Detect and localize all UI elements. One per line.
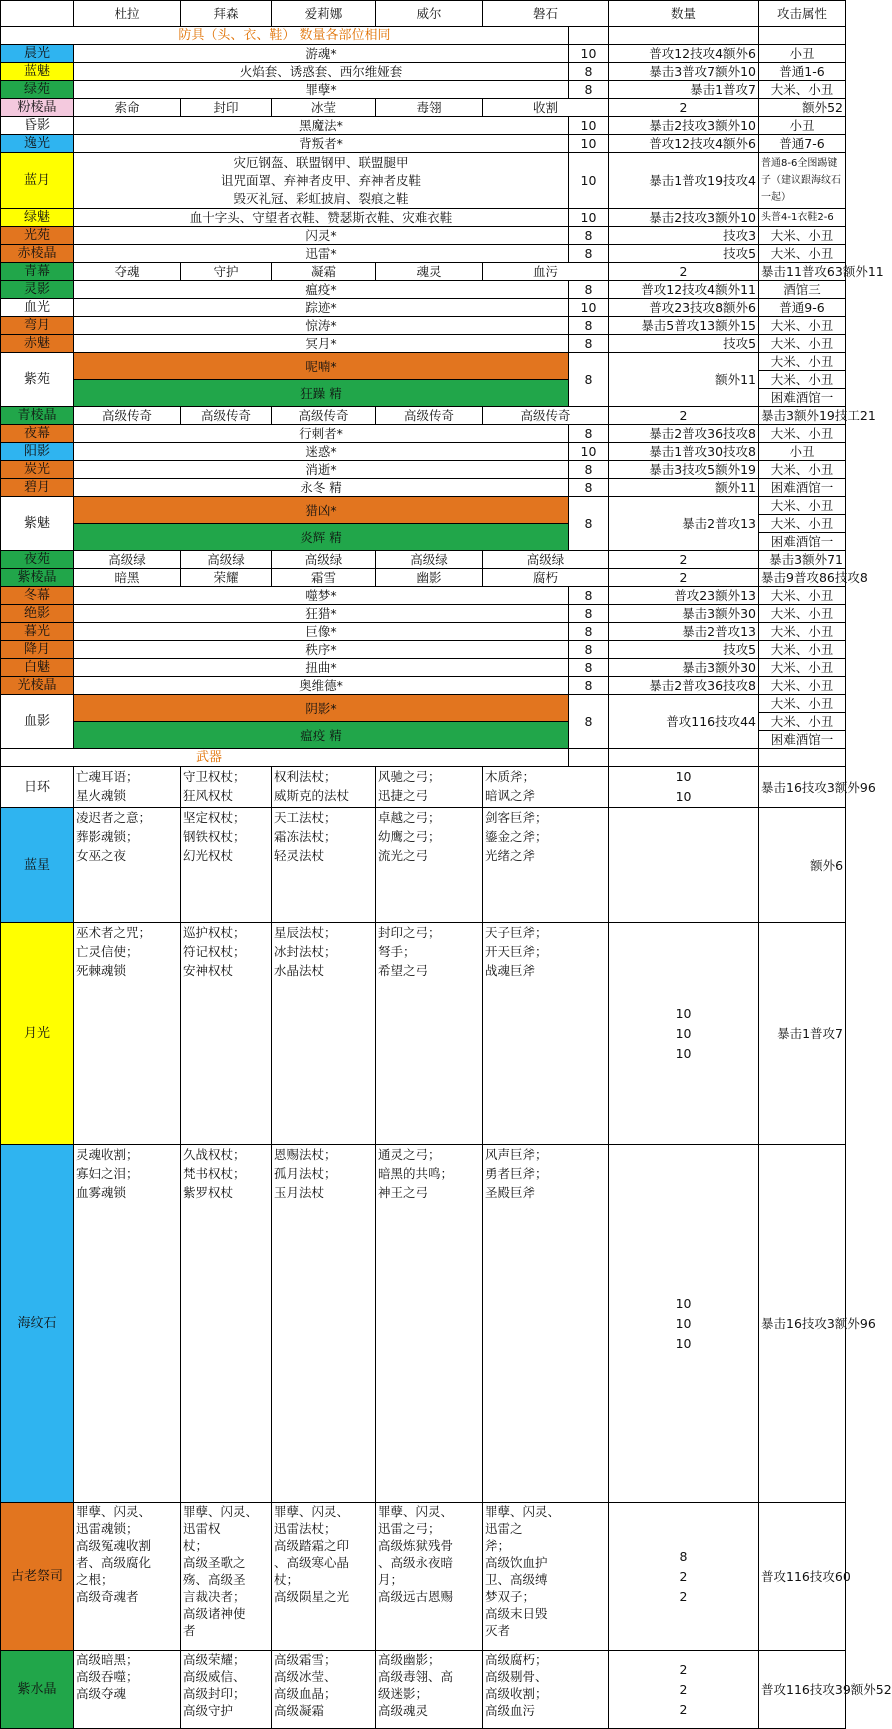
weapon-list: 灵魂收割； 寡妇之泪； 血雾魂锁 [74, 1145, 181, 1503]
armor-row [1, 425, 846, 443]
weapon-row [1, 1145, 846, 1503]
armor-row [1, 299, 846, 317]
armor-attr: 额外52 [759, 99, 846, 117]
armor-src-line: 大米、小丑 [770, 498, 834, 513]
weapon-list: 风驰之弓； 迅捷之弓 [376, 767, 483, 808]
armor-qty: 10 [569, 443, 609, 461]
weapon-list: 巫术者之咒； 亡灵信使； 死棘魂锁 [74, 923, 181, 1145]
armor-qty: 10 [569, 153, 609, 209]
armor-name: 降月 [1, 641, 74, 659]
armor-name: 绿魅 [1, 209, 74, 227]
armor-set: 行刺者* [74, 425, 569, 443]
armor-src [759, 497, 846, 551]
armor-src: 困难酒馆一 [759, 479, 846, 497]
armor-qty: 2 [609, 263, 759, 281]
armor-qty: 2 [609, 407, 759, 425]
armor-src: 大米、小丑 [759, 605, 846, 623]
armor-src: 普通7-6 [759, 135, 846, 153]
armor-src [759, 353, 846, 407]
armor-cell: 收割 [483, 99, 609, 117]
weapon-list: 高级荣耀； 高级威信、 高级封印； 高级守护 [181, 1651, 272, 1729]
armor-set: 游魂* [74, 45, 569, 63]
weapon-list: 木质斧； 暗讽之斧 [483, 767, 609, 808]
armor-src-line: 困难酒馆一 [759, 730, 845, 748]
armor-attr: 普攻12技攻4额外6 [609, 45, 759, 63]
empty-cell [759, 27, 846, 45]
armor-cell: 毒翎 [376, 99, 483, 117]
armor-src: 小丑 [759, 45, 846, 63]
armor-name: 赤魅 [1, 335, 74, 353]
armor-qty: 2 [609, 551, 759, 569]
armor-set: 惊涛* [74, 317, 569, 335]
armor-src: 大米、小丑 [759, 623, 846, 641]
weapon-row [1, 923, 846, 1145]
armor-name: 赤棱晶 [1, 245, 74, 263]
armor-cell: 腐朽 [483, 569, 609, 587]
weapon-list: 高级腐朽； 高级剔骨、 高级收割； 高级血污 [483, 1651, 609, 1729]
weapon-qty [609, 808, 759, 923]
armor-qty: 8 [569, 227, 609, 245]
weapon-attr: 暴击1普攻7 [759, 923, 846, 1145]
armor-row [1, 63, 846, 81]
weapon-section-row [1, 749, 846, 767]
weapon-list: 亡魂耳语； 星火魂锁 [74, 767, 181, 808]
armor-attr: 技攻3 [609, 227, 759, 245]
armor-set: 奥维德* [74, 677, 569, 695]
empty-cell [609, 27, 759, 45]
armor-set: 炎辉 精 [74, 524, 569, 551]
armor-cell: 高级绿 [74, 551, 181, 569]
armor-attr: 暴击2普攻36技攻8 [609, 425, 759, 443]
armor-set: 血十字头、守望者衣鞋、赞瑟斯衣鞋、灾难衣鞋 [74, 209, 569, 227]
armor-src: 酒馆三 [759, 281, 846, 299]
armor-row [1, 551, 846, 569]
armor-attr: 暴击3额外30 [609, 659, 759, 677]
armor-src: 普通8-6全图踢键子（建议跟海纹石一起） [759, 153, 846, 209]
armor-src: 大米、小丑 [759, 659, 846, 677]
armor-attr: 暴击3技攻5额外19 [609, 461, 759, 479]
armor-name: 紫棱晶 [1, 569, 74, 587]
armor-set: 瘟疫 精 [74, 722, 569, 749]
armor-set: 呢喃* [74, 353, 569, 380]
armor-name: 白魅 [1, 659, 74, 677]
armor-cell: 暗黑 [74, 569, 181, 587]
weapon-list: 罪孽、闪灵、 迅雷权 杖； 高级圣歌之 殇、高级圣 言裁决者； 高级诸神使 者 [181, 1503, 272, 1651]
armor-row [1, 81, 846, 99]
armor-src: 大米、小丑 [759, 461, 846, 479]
weapon-row [1, 1503, 846, 1651]
armor-set: 永冬 精 [74, 479, 569, 497]
armor-src-line: 困难酒馆一 [759, 532, 845, 550]
armor-attr: 额外11 [609, 353, 759, 407]
armor-cell: 夺魂 [74, 263, 181, 281]
armor-set: 猎凶* [74, 497, 569, 524]
weapon-list: 天子巨斧； 开天巨斧； 战魂巨斧 [483, 923, 609, 1145]
armor-attr: 普攻12技攻4额外6 [609, 135, 759, 153]
armor-row [1, 135, 846, 153]
armor-src: 大米、小丑 [759, 317, 846, 335]
armor-src-line: 大米、小丑 [759, 370, 845, 388]
weapon-list: 守卫权杖； 狂风权杖 [181, 767, 272, 808]
weapon-list: 剑客巨斧； 鎏金之斧； 光绪之斧 [483, 808, 609, 923]
armor-name: 青幕 [1, 263, 74, 281]
armor-attr: 额外11 [609, 479, 759, 497]
armor-row [1, 497, 846, 524]
armor-set-line: 诅咒面罩、弃神者皮甲、弃神者皮鞋 [220, 172, 421, 188]
armor-row [1, 317, 846, 335]
weapon-list: 高级幽影； 高级毒翎、高 级迷影； 高级魂灵 [376, 1651, 483, 1729]
armor-row [1, 677, 846, 695]
armor-name: 碧月 [1, 479, 74, 497]
weapon-qty: 10 10 10 [609, 923, 759, 1145]
weapon-list: 天工法杖； 霜冻法杖； 轻灵法杖 [272, 808, 376, 923]
armor-set: 狂猎* [74, 605, 569, 623]
armor-qty: 10 [569, 209, 609, 227]
armor-row [1, 461, 846, 479]
armor-set-line: 灾厄钢盔、联盟钢甲、联盟腿甲 [233, 154, 409, 170]
armor-name: 血光 [1, 299, 74, 317]
armor-row [1, 443, 846, 461]
weapon-attr: 暴击16技攻3额外96 [759, 767, 846, 808]
armor-attr: 暴击2普攻13 [609, 497, 759, 551]
armor-attr: 暴击2普攻36技攻8 [609, 677, 759, 695]
armor-attr: 暴击1普攻30技攻8 [609, 443, 759, 461]
armor-name: 夜幕 [1, 425, 74, 443]
weapon-name: 古老祭司 [1, 1503, 74, 1651]
armor-cell: 封印 [181, 99, 272, 117]
armor-row [1, 407, 846, 425]
armor-set-line: 毁灭礼冠、彩虹披肩、裂痕之鞋 [233, 190, 409, 206]
armor-src: 大米、小丑 [759, 641, 846, 659]
armor-qty: 8 [569, 497, 609, 551]
weapon-attr: 额外6 [759, 808, 846, 923]
armor-qty: 8 [569, 659, 609, 677]
armor-cell: 荣耀 [181, 569, 272, 587]
armor-set: 黑魔法* [74, 117, 569, 135]
armor-cell: 凝霜 [272, 263, 376, 281]
armor-row [1, 99, 846, 117]
armor-row [1, 245, 846, 263]
armor-qty: 8 [569, 425, 609, 443]
armor-src-list [759, 497, 845, 550]
armor-set: 迅雷* [74, 245, 569, 263]
weapon-qty: 8 2 2 [609, 1503, 759, 1651]
armor-src [759, 695, 846, 749]
armor-name: 青棱晶 [1, 407, 74, 425]
armor-attr: 普攻116技攻44 [609, 695, 759, 749]
weapon-list: 权利法杖； 威斯克的法杖 [272, 767, 376, 808]
weapon-list: 罪孽、闪灵、 迅雷魂锁； 高级冤魂收割 者、高级腐化 之根； 高级奇魂者 [74, 1503, 181, 1651]
armor-name: 弯月 [1, 317, 74, 335]
empty-cell [759, 749, 846, 767]
armor-cell: 血污 [483, 263, 609, 281]
armor-cell: 霜雪 [272, 569, 376, 587]
armor-src-list [759, 353, 845, 406]
armor-set: 巨像* [74, 623, 569, 641]
header-cell: 磐石 [483, 1, 609, 27]
armor-name: 阳影 [1, 443, 74, 461]
armor-src: 普通9-6 [759, 299, 846, 317]
armor-cell: 高级传奇 [74, 407, 181, 425]
weapon-list: 封印之弓； 弩手； 希望之弓 [376, 923, 483, 1145]
armor-src-line: 大米、小丑 [759, 712, 845, 730]
weapon-attr: 普攻116技攻60 [759, 1503, 846, 1651]
armor-attr: 暴击2技攻3额外10 [609, 209, 759, 227]
weapon-section-title: 武器 [1, 749, 569, 767]
armor-attr: 暴击2普攻13 [609, 623, 759, 641]
armor-attr: 暴击3额外19技工21 [759, 407, 846, 425]
armor-attr: 暴击9普攻86技攻8 [759, 569, 846, 587]
armor-row [1, 587, 846, 605]
armor-qty: 2 [609, 569, 759, 587]
armor-set: 火焰套、诱惑套、西尔维娅套 [74, 63, 569, 81]
armor-row [1, 623, 846, 641]
armor-row [1, 641, 846, 659]
armor-cell: 高级绿 [483, 551, 609, 569]
armor-qty: 8 [569, 479, 609, 497]
armor-name: 紫苑 [1, 353, 74, 407]
armor-cell: 守护 [181, 263, 272, 281]
armor-row [1, 117, 846, 135]
armor-section-title: 防具（头、衣、鞋） 数量各部位相同 [1, 27, 569, 45]
armor-name: 绝影 [1, 605, 74, 623]
armor-cell: 高级传奇 [181, 407, 272, 425]
armor-src-list [759, 695, 845, 748]
armor-src: 头普4-1衣鞋2-6 [759, 209, 846, 227]
armor-name: 冬幕 [1, 587, 74, 605]
armor-cell: 索命 [74, 99, 181, 117]
weapon-list: 通灵之弓； 暗黑的共鸣； 神王之弓 [376, 1145, 483, 1503]
armor-row [1, 227, 846, 245]
armor-set: 背叛者* [74, 135, 569, 153]
armor-row [1, 153, 846, 209]
armor-qty: 10 [569, 299, 609, 317]
armor-name: 暮光 [1, 623, 74, 641]
armor-src: 小丑 [759, 117, 846, 135]
armor-qty: 8 [569, 335, 609, 353]
weapon-attr: 普攻116技攻39额外52 [759, 1651, 846, 1729]
armor-name: 蓝月 [1, 153, 74, 209]
armor-row [1, 605, 846, 623]
armor-cell: 高级绿 [272, 551, 376, 569]
empty-cell [569, 27, 609, 45]
armor-src-line: 大米、小丑 [770, 354, 834, 369]
armor-attr: 暴击5普攻13额外15 [609, 317, 759, 335]
armor-src-line: 大米、小丑 [770, 696, 834, 711]
armor-qty: 10 [569, 117, 609, 135]
weapon-list: 巡护权杖； 符记权杖； 安神权杖 [181, 923, 272, 1145]
armor-name: 粉棱晶 [1, 99, 74, 117]
weapon-list: 罪孽、闪灵、 迅雷之 斧； 高级饮血护 卫、高级缚 梦双子； 高级末日毁 灭者 [483, 1503, 609, 1651]
armor-name: 紫魅 [1, 497, 74, 551]
armor-set: 闪灵* [74, 227, 569, 245]
armor-src: 大米、小丑 [759, 245, 846, 263]
header-cell: 爱莉娜 [272, 1, 376, 27]
armor-row [1, 45, 846, 63]
armor-set: 瘟疫* [74, 281, 569, 299]
armor-src: 大米、小丑 [759, 81, 846, 99]
armor-qty: 10 [569, 135, 609, 153]
weapon-row [1, 767, 846, 808]
armor-name: 绿苑 [1, 81, 74, 99]
weapon-qty: 2 2 2 [609, 1651, 759, 1729]
armor-attr: 技攻5 [609, 641, 759, 659]
weapon-qty: 10 10 [609, 767, 759, 808]
armor-cell: 魂灵 [376, 263, 483, 281]
weapon-list: 星辰法杖； 冰封法杖； 水晶法杖 [272, 923, 376, 1145]
armor-qty: 8 [569, 605, 609, 623]
armor-set: 冥月* [74, 335, 569, 353]
weapon-qty: 10 10 10 [609, 1145, 759, 1503]
armor-cell: 高级传奇 [483, 407, 609, 425]
armor-attr: 暴击2技攻3额外10 [609, 117, 759, 135]
armor-attr: 暴击1普攻19技攻4 [609, 153, 759, 209]
weapon-name: 紫水晶 [1, 1651, 74, 1729]
armor-qty: 8 [569, 281, 609, 299]
armor-qty: 2 [609, 99, 759, 117]
armor-attr: 普攻23技攻8额外6 [609, 299, 759, 317]
armor-qty: 8 [569, 63, 609, 81]
armor-src-line: 大米、小丑 [759, 514, 845, 532]
header-cell: 攻击属性 [759, 1, 846, 27]
armor-src: 大米、小丑 [759, 587, 846, 605]
weapon-list: 罪孽、闪灵、 迅雷法杖； 高级踏霜之印 、高级寒心晶 杖； 高级陨星之光 [272, 1503, 376, 1651]
armor-row [1, 695, 846, 722]
header-cell: 威尔 [376, 1, 483, 27]
header-cell: 拜森 [181, 1, 272, 27]
armor-attr: 暴击3额外71 [759, 551, 846, 569]
weapon-attr: 暴击16技攻3额外96 [759, 1145, 846, 1503]
weapon-row [1, 808, 846, 923]
armor-set: 迷惑* [74, 443, 569, 461]
armor-qty: 8 [569, 587, 609, 605]
armor-attr: 暴击3额外30 [609, 605, 759, 623]
armor-name: 光苑 [1, 227, 74, 245]
armor-cell: 高级传奇 [272, 407, 376, 425]
header-row [1, 1, 846, 27]
armor-row [1, 659, 846, 677]
armor-set: 踪迹* [74, 299, 569, 317]
weapon-list: 风声巨斧； 勇者巨斧； 圣殿巨斧 [483, 1145, 609, 1503]
armor-set: 秩序* [74, 641, 569, 659]
weapon-list: 凌迟者之意； 葬影魂锁； 女巫之夜 [74, 808, 181, 923]
armor-src: 大米、小丑 [759, 677, 846, 695]
armor-row [1, 209, 846, 227]
armor-set: 罪孽* [74, 81, 569, 99]
armor-row [1, 479, 846, 497]
header-cell: 杜拉 [74, 1, 181, 27]
armor-row [1, 353, 846, 380]
armor-qty: 10 [569, 45, 609, 63]
armor-row [1, 569, 846, 587]
weapon-list: 卓越之弓； 幼鹰之弓； 流光之弓 [376, 808, 483, 923]
armor-section-row [1, 27, 846, 45]
armor-name: 逸光 [1, 135, 74, 153]
armor-cell: 高级绿 [181, 551, 272, 569]
armor-src: 大米、小丑 [759, 425, 846, 443]
armor-cell: 高级绿 [376, 551, 483, 569]
armor-src-line: 困难酒馆一 [759, 388, 845, 406]
weapon-list: 久战权杖； 梵书权杖； 紫罗权杖 [181, 1145, 272, 1503]
armor-set: 狂躁 精 [74, 380, 569, 407]
armor-attr: 暴击11普攻63额外11 [759, 263, 846, 281]
armor-name: 灵影 [1, 281, 74, 299]
armor-row [1, 281, 846, 299]
header-cell: 数量 [609, 1, 759, 27]
armor-attr: 技攻5 [609, 335, 759, 353]
armor-name: 蓝魅 [1, 63, 74, 81]
weapon-list: 罪孽、闪灵、 迅雷之弓； 高级炼狱残骨 、高级永夜暗 月； 高级远古恩赐 [376, 1503, 483, 1651]
armor-qty: 8 [569, 353, 609, 407]
armor-src: 大米、小丑 [759, 335, 846, 353]
armor-set [74, 153, 569, 209]
armor-src: 小丑 [759, 443, 846, 461]
armor-row [1, 335, 846, 353]
header-corner [1, 1, 74, 27]
empty-cell [569, 749, 609, 767]
armor-qty: 8 [569, 245, 609, 263]
armor-row [1, 263, 846, 281]
armor-src: 大米、小丑 [759, 227, 846, 245]
weapon-row [1, 1651, 846, 1729]
armor-name: 炭光 [1, 461, 74, 479]
weapon-list: 高级霜雪； 高级冰莹、 高级血晶； 高级凝霜 [272, 1651, 376, 1729]
armor-qty: 8 [569, 623, 609, 641]
armor-src: 普通1-6 [759, 63, 846, 81]
armor-qty: 8 [569, 317, 609, 335]
weapon-list: 高级暗黑； 高级吞噬； 高级夺魂 [74, 1651, 181, 1729]
armor-attr: 普攻23额外13 [609, 587, 759, 605]
armor-attr: 暴击1普攻7 [609, 81, 759, 99]
armor-name: 晨光 [1, 45, 74, 63]
weapon-name: 海纹石 [1, 1145, 74, 1503]
armor-attr: 暴击3普攻7额外10 [609, 63, 759, 81]
armor-attr: 技攻5 [609, 245, 759, 263]
weapon-name: 蓝星 [1, 808, 74, 923]
armor-set: 消逝* [74, 461, 569, 479]
armor-name: 光棱晶 [1, 677, 74, 695]
armor-cell: 冰莹 [272, 99, 376, 117]
armor-set: 阴影* [74, 695, 569, 722]
armor-qty: 8 [569, 641, 609, 659]
armor-qty: 8 [569, 81, 609, 99]
armor-qty: 8 [569, 695, 609, 749]
armor-qty: 8 [569, 461, 609, 479]
armor-name: 夜苑 [1, 551, 74, 569]
weapon-name: 月光 [1, 923, 74, 1145]
armor-name: 昏影 [1, 117, 74, 135]
armor-cell: 幽影 [376, 569, 483, 587]
armor-name: 血影 [1, 695, 74, 749]
weapon-name: 日环 [1, 767, 74, 808]
armor-set: 扭曲* [74, 659, 569, 677]
weapon-list: 坚定权杖； 钢铁权杖； 幻光权杖 [181, 808, 272, 923]
empty-cell [609, 749, 759, 767]
weapon-list: 恩赐法杖； 孤月法杖； 玉月法杖 [272, 1145, 376, 1503]
armor-set: 噬梦* [74, 587, 569, 605]
armor-qty: 8 [569, 677, 609, 695]
armor-attr: 普攻12技攻4额外11 [609, 281, 759, 299]
armor-cell: 高级传奇 [376, 407, 483, 425]
